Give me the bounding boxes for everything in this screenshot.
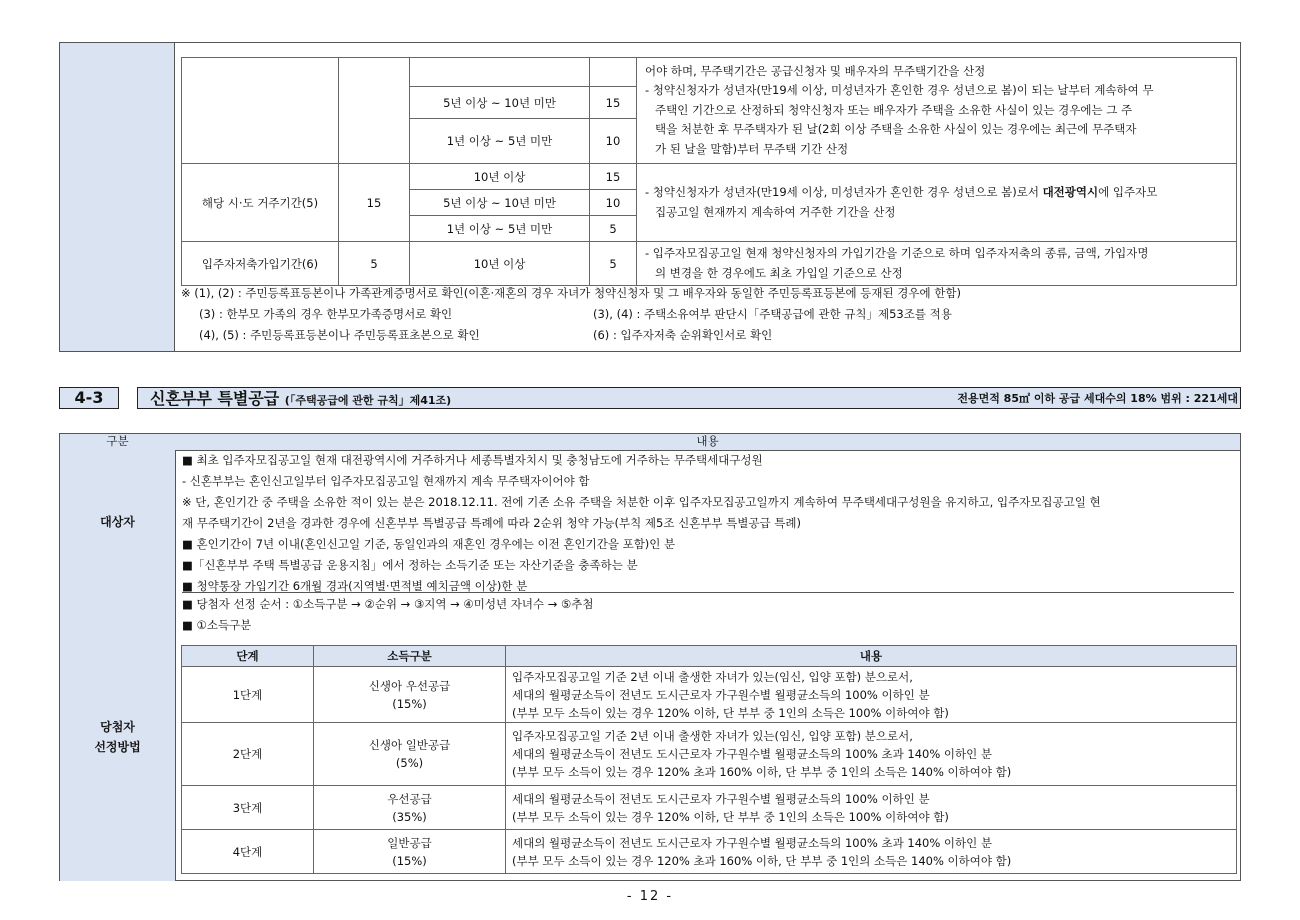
desc-line: 입주자모집공고일 기준 2년 이내 출생한 자녀가 있는(임신, 입양 포함) 분으로서, <box>512 729 913 743</box>
residence-score: 15 <box>339 164 410 242</box>
header-content: 내용 <box>175 434 1240 451</box>
desc-line: (부부 모두 소득이 있는 경우 120% 초과 160% 이하, 단 부부 중 1인의 소득은 140% 이하여야 함) <box>512 765 1012 779</box>
type-ratio: (15%) <box>392 696 427 711</box>
income-desc <box>506 830 1237 874</box>
income-table <box>181 645 1237 874</box>
period-cell: 5년 이상 ~ 10년 미만 <box>410 190 590 216</box>
type-cell <box>314 786 506 830</box>
type-cell <box>314 830 506 874</box>
target-content <box>182 450 1234 593</box>
type-ratio: (5%) <box>395 756 424 770</box>
period-cell: 1년 이상 ~ 5년 미만 <box>410 216 590 242</box>
label-selection-line: 당첨자 <box>100 719 135 734</box>
desc-text: 에 입주자모 <box>1098 185 1158 199</box>
desc-bold-text: 대전광역시 <box>1042 185 1099 199</box>
desc-line: (부부 모두 소득이 있는 경우 120% 이하, 단 부부 중 1인의 소득은 100% 이하여야 함) <box>512 809 949 824</box>
score-table-continued <box>59 42 1241 352</box>
income-header-stage: 단계 <box>182 646 314 667</box>
table-row <box>182 786 1237 830</box>
points-cell: 10 <box>590 190 637 216</box>
score-item-cell <box>182 58 339 164</box>
selection-line: ■ ①소득구분 <box>182 618 252 632</box>
stage-cell: 1단계 <box>182 667 314 723</box>
desc-line: 입주자모집공고일 기준 2년 이내 출생한 자녀가 있는(임신, 입양 포함) 분으로서, <box>512 669 913 684</box>
table-row <box>182 667 1237 723</box>
selection-line: ■ 당첨자 선정 순서 : ①소득구분 → ②순위 → ③지역 → ④미성년 자녀수 → ⑤추첨 <box>182 597 594 611</box>
label-target: 대상자 <box>60 450 176 593</box>
note-text: (6) : 입주자저축 순위확인서로 확인 <box>593 328 773 342</box>
desc-line: (부부 모두 소득이 있는 경우 120% 이하, 단 부부 중 1인의 소득은 100% 이하여야 함) <box>512 705 949 720</box>
points-cell: 15 <box>590 87 637 119</box>
score-notes <box>181 283 1237 346</box>
note-line: ※ (1), (2) : 주민등록표등본이나 가족관계증명서로 확인(이혼·재혼의 경우 자녀가 청약신청자 및 그 배우자와 동일한 주민등록표등본에 등재된 경우에 한함) <box>181 286 961 300</box>
desc-line: - 청약신청자가 성년자(만19세 이상, 미성년자가 혼인한 경우 성년으로 봄)이 되는 날부터 계속하여 무 <box>645 83 1154 98</box>
points-cell: 10 <box>590 119 637 164</box>
desc-line: 가 된 날을 말함)부터 무주택 기간 산정 <box>655 141 849 156</box>
period-cell: 10년 이상 <box>410 164 590 190</box>
points-cell: 5 <box>590 242 637 286</box>
label-selection <box>60 592 176 881</box>
header-category: 구분 <box>60 434 176 451</box>
residence-desc <box>637 164 1237 242</box>
stage-cell: 3단계 <box>182 786 314 830</box>
period-cell: 10년 이상 <box>410 242 590 286</box>
desc-line: 세대의 월평균소득이 전년도 도시근로자 가구원수별 월평균소득의 100% 이하인 분 <box>512 687 930 702</box>
savings-desc <box>637 242 1237 286</box>
savings-item: 입주자저축가입기간(6) <box>182 242 339 286</box>
score-table-label-column <box>60 43 175 351</box>
page-number: - 12 - <box>626 889 674 904</box>
desc-text: - 청약신청자가 성년자(만19세 이상, 미성년자가 혼인한 경우 성년으로 봄)로서 <box>645 185 1043 199</box>
stage-cell: 2단계 <box>182 723 314 786</box>
label-selection-line: 선정방법 <box>94 739 141 754</box>
desc-line: 세대의 월평균소득이 전년도 도시근로자 가구원수별 월평균소득의 100% 초과 140% 이하인 분 <box>512 835 993 850</box>
type-ratio: (15%) <box>392 853 427 868</box>
score-table <box>181 57 1237 286</box>
desc-line: 의 변경을 한 경우에도 최초 가입일 기준으로 산정 <box>655 265 903 280</box>
target-line: 재 무주택기간이 2년을 경과한 경우에 신혼부부 특별공급 특례에 따라 2순위 청약 가능(부칙 제5조 신혼부부 특별공급 특례) <box>182 516 801 530</box>
target-line: ■ 청약통장 가입기간 6개월 경과(지역별·면적별 예치금액 이상)한 분 <box>182 579 528 593</box>
period-cell <box>410 58 590 87</box>
residence-item: 해당 시·도 거주기간(5) <box>182 164 339 242</box>
desc-line: - 입주자모집공고일 현재 청약신청자의 가입기간을 기준으로 하며 입주자저축의 종류, 금액, 가입자명 <box>645 246 1149 260</box>
savings-score: 5 <box>339 242 410 286</box>
table-row <box>182 830 1237 874</box>
note-row <box>181 325 1237 346</box>
section-number: 4-3 <box>59 387 119 409</box>
points-cell: 5 <box>590 216 637 242</box>
target-line: - 신혼부부는 혼인신고일부터 입주자모집공고일 현재까지 계속 무주택자이어야 함 <box>182 474 590 488</box>
type-cell <box>314 723 506 786</box>
income-desc <box>506 723 1237 786</box>
type-name: 일반공급 <box>387 835 432 850</box>
section-title-text: 신혼부부 특별공급 <box>150 389 280 408</box>
income-header-type: 소득구분 <box>314 646 506 667</box>
stage-cell: 4단계 <box>182 830 314 874</box>
type-name: 신생아 일반공급 <box>368 738 451 752</box>
homeless-desc <box>637 58 1237 164</box>
note-row <box>181 304 1237 325</box>
income-desc <box>506 786 1237 830</box>
type-name: 우선공급 <box>387 791 432 806</box>
points-cell: 15 <box>590 164 637 190</box>
desc-line: (부부 모두 소득이 있는 경우 120% 초과 160% 이하, 단 부부 중 1인의 소득은 140% 이하여야 함) <box>512 853 1012 868</box>
section-subtitle: (「주택공급에 관한 규칙」제41조) <box>284 394 452 407</box>
income-header-content: 내용 <box>506 646 1237 667</box>
desc-line: 택을 처분한 후 무주택자가 된 날(2회 이상 주택을 소유한 사실이 있는 경우에는 최근에 무주택자 <box>655 122 1137 137</box>
table-row <box>182 723 1237 786</box>
target-line: ■「신혼부부 주택 특별공급 운용지침」에서 정하는 소득기준 또는 자산기준을 충족하는 분 <box>182 558 638 572</box>
target-line: ■ 혼인기간이 7년 이내(혼인신고일 기준, 동일인과의 재혼인 경우에는 이전 혼인기간을 포함)인 분 <box>182 537 676 551</box>
newlywed-table <box>59 433 1241 881</box>
target-line: ■ 최초 입주자모집공고일 현재 대전광역시에 거주하거나 세종특별자치시 및 충청남도에 거주하는 무주택세대구성원 <box>182 453 763 467</box>
note-text: (3) : 한부모 가족의 경우 한부모가족증명서로 확인 <box>199 307 453 321</box>
type-name: 신생아 우선공급 <box>368 678 451 693</box>
note-text: (4), (5) : 주민등록표등본이나 주민등록표초본으로 확인 <box>199 328 480 342</box>
type-cell <box>314 667 506 723</box>
section-title-bar <box>137 387 1241 409</box>
period-cell: 5년 이상 ~ 10년 미만 <box>410 87 590 119</box>
desc-line: 어야 하며, 무주택기간은 공급신청자 및 배우자의 무주택기간을 산정 <box>645 63 986 78</box>
type-ratio: (35%) <box>392 809 427 824</box>
desc-line: 주택인 기간으로 산정하되 청약신청자 또는 배우자가 주택을 소유한 사실이 있는 경우에는 그 주 <box>655 102 1133 117</box>
section-supply-info: 전용면적 85㎡ 이하 공급 세대수의 18% 범위 : 221세대 <box>957 392 1238 405</box>
section-title <box>150 388 451 411</box>
income-desc <box>506 667 1237 723</box>
desc-line: 집공고일 현재까지 계속하여 거주한 기간을 산정 <box>655 204 896 219</box>
desc-line: 세대의 월평균소득이 전년도 도시근로자 가구원수별 월평균소득의 100% 이하인 분 <box>512 791 930 806</box>
points-cell <box>590 58 637 87</box>
score-cell <box>339 58 410 164</box>
note-text: (3), (4) : 주택소유여부 판단시「주택공급에 관한 규칙」제53조를 적용 <box>593 307 952 321</box>
desc-line: 세대의 월평균소득이 전년도 도시근로자 가구원수별 월평균소득의 100% 초과 140% 이하인 분 <box>512 747 993 761</box>
target-line: ※ 단, 혼인기간 중 주택을 소유한 적이 있는 분은 2018.12.11. 전에 기존 소유 주택을 처분한 이후 입주자모집공고일까지 계속하여 무주택세대구성원을 유지하고, 입주자모집공고일 현 <box>182 495 1101 509</box>
period-cell: 1년 이상 ~ 5년 미만 <box>410 119 590 164</box>
selection-content <box>182 594 1234 636</box>
